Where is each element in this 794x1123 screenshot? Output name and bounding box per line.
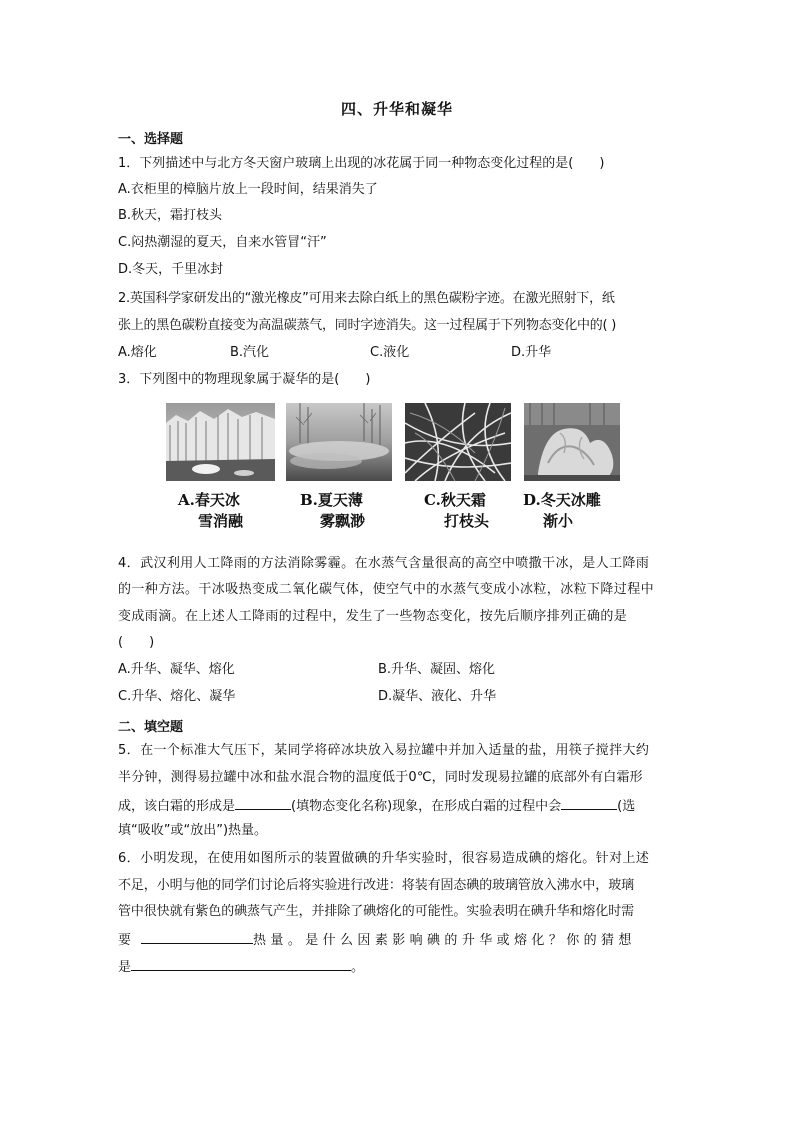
picture-frost bbox=[405, 403, 511, 481]
caption-c-line-2: 打枝头 bbox=[444, 512, 490, 530]
question-4-option-d: D.凝华、液化、升华 bbox=[378, 689, 497, 704]
question-6-line-5-part-1: 是 bbox=[118, 960, 132, 975]
question-6-line-1: 6．小明发现，在使用如图所示的装置做碘的升华实验时，很容易造成碘的熔化。针对上述 bbox=[118, 851, 650, 866]
question-4-line-2: 的一种方法。干冰吸热变成二氧化碳气体，使空气中的水蒸气变成小冰粒，冰粒下降过程中 bbox=[118, 582, 655, 597]
caption-d-line-2: 渐小 bbox=[543, 512, 574, 530]
question-6-line-5-part-2: 。 bbox=[351, 960, 365, 975]
caption-a-line-2: 雪消融 bbox=[198, 512, 244, 530]
section-heading-fill: 二、填空题 bbox=[118, 720, 184, 735]
caption-c-line-1: C.秋天霜 bbox=[424, 491, 486, 509]
caption-b bbox=[300, 490, 365, 532]
question-6-line-4-part-1: 要 bbox=[118, 933, 132, 948]
question-6-line-4 bbox=[118, 930, 636, 950]
question-4-option-c: C.升华、熔化、凝华 bbox=[118, 689, 236, 704]
question-1-option-d: D.冬天，千里冰封 bbox=[118, 262, 224, 277]
question-6-line-5 bbox=[118, 957, 364, 977]
question-6-line-3: 管中很快就有紫色的碘蒸气产生，并排除了碘熔化的可能性。实验表明在碘升华和熔化时需 bbox=[118, 904, 635, 919]
question-2-option-a: A.熔化 bbox=[118, 345, 157, 360]
question-6-line-2: 不足，小明与他的同学们讨论后将实验进行改进：将装有固态碘的玻璃管放入沸水中，玻璃 bbox=[118, 878, 635, 893]
answer-blank-heat-direction[interactable] bbox=[561, 796, 617, 810]
caption-a-line-1: A.春天冰 bbox=[178, 491, 240, 509]
question-1-option-b: B.秋天，霜打枝头 bbox=[118, 208, 223, 223]
answer-blank-heat[interactable] bbox=[141, 930, 253, 944]
caption-b-line-2: 雾飘渺 bbox=[320, 512, 366, 530]
question-5-line-3 bbox=[118, 796, 635, 816]
page-title: 四、升华和凝华 bbox=[340, 100, 453, 118]
question-5-line-3-part-3: (选 bbox=[617, 799, 636, 814]
picture-melting-ice bbox=[166, 403, 275, 481]
question-2-option-b: B.汽化 bbox=[230, 345, 270, 360]
question-5-line-2: 半分钟，测得易拉罐中冰和盐水混合物的温度低于0℃，同时发现易拉罐的底部外有白霜形 bbox=[118, 770, 643, 785]
question-6-line-4-part-2: 热量。是什么因素影响碘的升华或熔化？你的猜想 bbox=[253, 933, 636, 948]
question-1-option-c: C.闷热潮湿的夏天，自来水管冒“汗” bbox=[118, 235, 327, 250]
question-2-option-c: C.液化 bbox=[370, 345, 410, 360]
question-5-line-3-part-2: (填物态变化名称)现象，在形成白霜的过程中会 bbox=[291, 799, 562, 814]
question-4-option-a: A.升华、凝华、熔化 bbox=[118, 662, 235, 677]
caption-b-line-1: B.夏天薄 bbox=[300, 491, 363, 509]
answer-blank-frost-process[interactable] bbox=[235, 796, 291, 810]
answer-blank-guess[interactable] bbox=[131, 957, 351, 971]
question-4-line-4: ( ) bbox=[118, 635, 155, 650]
picture-mist bbox=[286, 403, 392, 481]
caption-a bbox=[178, 490, 243, 532]
question-2-option-d: D.升华 bbox=[511, 345, 552, 360]
caption-d-line-1: D.冬天冰雕 bbox=[523, 491, 601, 509]
caption-c bbox=[424, 490, 489, 532]
picture-ice-sculpture bbox=[524, 403, 620, 481]
caption-d bbox=[523, 490, 601, 532]
question-1-option-a: A.衣柜里的樟脑片放上一段时间，结果消失了 bbox=[118, 182, 378, 197]
question-5-line-1: 5．在一个标准大气压下，某同学将碎冰块放入易拉罐中并加入适量的盐，用筷子搅拌大约 bbox=[118, 743, 650, 758]
question-4-line-3: 变成雨滴。在上述人工降雨的过程中，发生了一些物态变化，按先后顺序排列正确的是 bbox=[118, 609, 628, 624]
question-2-line-2: 张上的黑色碳粉直接变为高温碳蒸气，同时字迹消失。这一过程属于下列物态变化中的( ) bbox=[118, 318, 617, 333]
question-1-stem: 1．下列描述中与北方冬天窗户玻璃上出现的冰花属于同一种物态变化过程的是( ) bbox=[118, 156, 605, 171]
question-4-line-1: 4．武汉利用人工降雨的方法消除雾霾。在水蒸气含量很高的高空中喷撒干冰，是人工降雨 bbox=[118, 556, 650, 571]
question-2-line-1: 2.英国科学家研发出的“激光橡皮”可用来去除白纸上的黑色碳粉字迹。在激光照射下，纸 bbox=[118, 291, 615, 306]
question-5-line-4: 填“吸收”或“放出”)热量。 bbox=[118, 823, 268, 838]
question-5-line-3-part-1: 成，该白霜的形成是 bbox=[118, 799, 236, 814]
question-4-option-b: B.升华、凝固、熔化 bbox=[378, 662, 496, 677]
section-heading-choice: 一、选择题 bbox=[118, 132, 184, 147]
question-3-stem: 3．下列图中的物理现象属于凝华的是( ) bbox=[118, 372, 371, 387]
